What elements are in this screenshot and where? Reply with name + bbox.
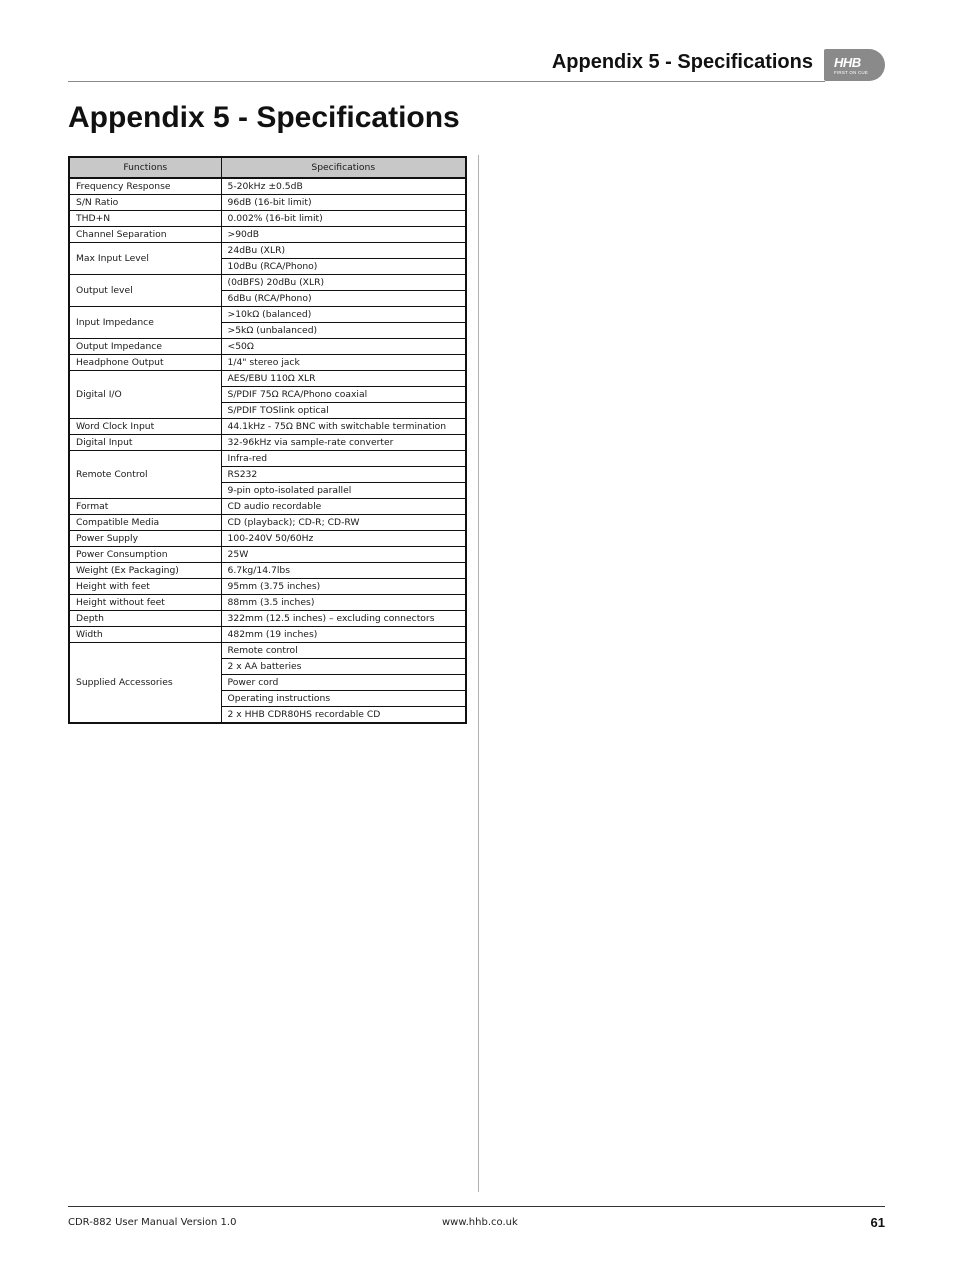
- function-cell: Channel Separation: [69, 227, 221, 243]
- table-row: [69, 547, 466, 563]
- specification-cell: RS232: [221, 467, 466, 483]
- table-row: [69, 627, 466, 643]
- table-row: [69, 211, 466, 227]
- table-row: [69, 451, 466, 467]
- column-header-functions: Functions: [69, 157, 221, 178]
- table-row: [69, 178, 466, 195]
- page-title: Appendix 5 - Specifications: [68, 101, 460, 134]
- table-row: [69, 307, 466, 323]
- footer-website: www.hhb.co.uk: [442, 1217, 518, 1228]
- function-cell: Depth: [69, 611, 221, 627]
- specification-cell: 2 x HHB CDR80HS recordable CD: [221, 707, 466, 724]
- function-cell: Height without feet: [69, 595, 221, 611]
- function-cell: S/N Ratio: [69, 195, 221, 211]
- table-row: [69, 371, 466, 387]
- specification-cell: 0.002% (16-bit limit): [221, 211, 466, 227]
- function-cell: Weight (Ex Packaging): [69, 563, 221, 579]
- function-cell: Word Clock Input: [69, 419, 221, 435]
- specification-cell: 88mm (3.5 inches): [221, 595, 466, 611]
- logo-mark: HHB: [834, 55, 861, 70]
- table-body: [69, 178, 466, 723]
- page-number: 61: [870, 1215, 885, 1230]
- specification-cell: Operating instructions: [221, 691, 466, 707]
- specification-cell: 6.7kg/14.7lbs: [221, 563, 466, 579]
- specifications-table: [68, 156, 467, 724]
- specification-cell: 6dBu (RCA/Phono): [221, 291, 466, 307]
- footer-manual-title: CDR-882 User Manual Version 1.0: [68, 1217, 237, 1228]
- specification-cell: S/PDIF 75Ω RCA/Phono coaxial: [221, 387, 466, 403]
- specification-cell: 32-96kHz via sample-rate converter: [221, 435, 466, 451]
- table-row: [69, 531, 466, 547]
- function-cell: Compatible Media: [69, 515, 221, 531]
- specification-cell: 10dBu (RCA/Phono): [221, 259, 466, 275]
- specification-cell: CD (playback); CD-R; CD-RW: [221, 515, 466, 531]
- specification-cell: CD audio recordable: [221, 499, 466, 515]
- table-row: [69, 243, 466, 259]
- specification-cell: AES/EBU 110Ω XLR: [221, 371, 466, 387]
- table-row: [69, 611, 466, 627]
- function-cell: Width: [69, 627, 221, 643]
- specification-cell: >5kΩ (unbalanced): [221, 323, 466, 339]
- specification-cell: >10kΩ (balanced): [221, 307, 466, 323]
- table-header-row: [69, 157, 466, 178]
- table-row: [69, 435, 466, 451]
- function-cell: Output level: [69, 275, 221, 307]
- header-divider: [68, 81, 825, 82]
- specification-cell: S/PDIF TOSlink optical: [221, 403, 466, 419]
- function-cell: Max Input Level: [69, 243, 221, 275]
- specification-cell: 44.1kHz - 75Ω BNC with switchable termination: [221, 419, 466, 435]
- specification-cell: 1/4" stereo jack: [221, 355, 466, 371]
- column-divider: [478, 155, 479, 1192]
- specification-cell: 482mm (19 inches): [221, 627, 466, 643]
- specification-cell: >90dB: [221, 227, 466, 243]
- table-row: [69, 499, 466, 515]
- table-row: [69, 227, 466, 243]
- table-row: [69, 275, 466, 291]
- specification-cell: 2 x AA batteries: [221, 659, 466, 675]
- function-cell: Power Consumption: [69, 547, 221, 563]
- function-cell: Remote Control: [69, 451, 221, 499]
- function-cell: Digital Input: [69, 435, 221, 451]
- table-row: [69, 419, 466, 435]
- specification-cell: 95mm (3.75 inches): [221, 579, 466, 595]
- specification-cell: 9-pin opto-isolated parallel: [221, 483, 466, 499]
- table-row: [69, 339, 466, 355]
- table-row: [69, 515, 466, 531]
- specification-cell: 24dBu (XLR): [221, 243, 466, 259]
- function-cell: Frequency Response: [69, 178, 221, 195]
- specification-cell: (0dBFS) 20dBu (XLR): [221, 275, 466, 291]
- function-cell: THD+N: [69, 211, 221, 227]
- function-cell: Power Supply: [69, 531, 221, 547]
- table-row: [69, 195, 466, 211]
- function-cell: Format: [69, 499, 221, 515]
- function-cell: Output Impedance: [69, 339, 221, 355]
- specification-cell: Infra-red: [221, 451, 466, 467]
- table-row: [69, 595, 466, 611]
- specification-cell: Power cord: [221, 675, 466, 691]
- running-header-title: Appendix 5 - Specifications: [551, 51, 813, 73]
- specification-cell: 322mm (12.5 inches) – excluding connectors: [221, 611, 466, 627]
- table-row: [69, 563, 466, 579]
- logo-tagline: FIRST ON CUE: [834, 70, 869, 75]
- specification-cell: 25W: [221, 547, 466, 563]
- specification-cell: 5-20kHz ±0.5dB: [221, 178, 466, 195]
- function-cell: Height with feet: [69, 579, 221, 595]
- function-cell: Supplied Accessories: [69, 643, 221, 724]
- table-row: [69, 643, 466, 659]
- table-row: [69, 355, 466, 371]
- hhb-logo: [824, 49, 885, 81]
- specification-cell: <50Ω: [221, 339, 466, 355]
- specification-cell: Remote control: [221, 643, 466, 659]
- table-row: [69, 579, 466, 595]
- column-header-specifications: Specifications: [221, 157, 466, 178]
- specification-cell: 96dB (16-bit limit): [221, 195, 466, 211]
- function-cell: Digital I/O: [69, 371, 221, 419]
- footer-divider: [68, 1206, 885, 1207]
- function-cell: Input Impedance: [69, 307, 221, 339]
- function-cell: Headphone Output: [69, 355, 221, 371]
- specification-cell: 100-240V 50/60Hz: [221, 531, 466, 547]
